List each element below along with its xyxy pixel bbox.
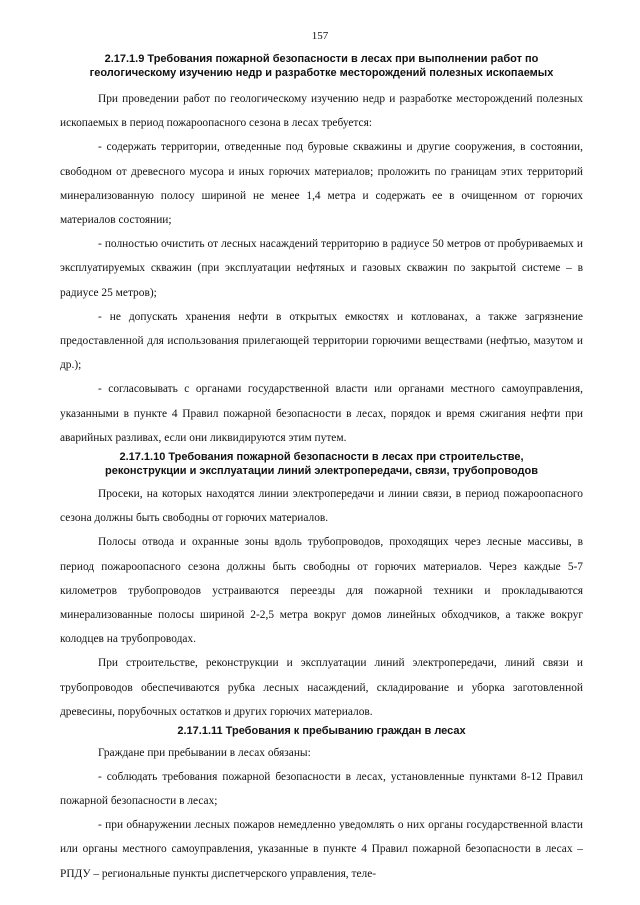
paragraph: - содержать территории, отведенные под буровые скважины и другие сооружения, в состоянии, свободном от древесного мусора и иных горючих материалов; проложить по границам этих территорий минерализованную полосу шириной не менее 1,4 метра и содержать ее в очищенном от горючих материалов состоянии; (60, 141, 583, 227)
page-content (60, 53, 583, 886)
paragraph: - не допускать хранения нефти в открытых емкостях и котлованах, а также загрязнение предоставленной для использования прилегающей территории горючими веществами (нефтью, мазутом и др.); (60, 310, 583, 372)
paragraph: Граждане при пребывании в лесах обязаны: (98, 746, 311, 759)
paragraph: Полосы отвода и охранные зоны вдоль трубопроводов, проходящих через лесные массивы, в период пожароопасного сезона должны быть свободны от горючих материалов. Через каждые 5-7 километров трубопроводов устраиваются переезды для пожарной техники и прокладываются минерализованные полосы шириной 2-2,5 метра вокруг домов линейных обходчиков, а также вокруг колодцев на трубопроводах. (60, 536, 583, 646)
section-heading-2-17-1-9: 2.17.1.9 Требования пожарной безопасности в лесах при выполнении работ по геологическому изучению недр и разработке месторождений полезных ископаемых (89, 53, 554, 79)
paragraph: При строительстве, реконструкции и эксплуатации линий электропередачи, линий связи и трубопроводов обеспечиваются рубка лесных насаждений, складирование и уборка заготовленной древесины, порубочных остатков и других горючих материалов. (60, 657, 583, 718)
paragraph: При проведении работ по геологическому изучению недр и разработке месторождений полезных ископаемых в период пожароопасного сезона в лесах требуется: (60, 93, 583, 130)
page-number: 157 (311, 30, 329, 42)
paragraph: - согласовывать с органами государственной власти или органами местного самоуправления, указанными в пункте 4 Правил пожарной безопасности в лесах, порядок и время сжигания нефти при аварийных разливах, если они ликвидируются этим путем. (60, 383, 583, 444)
section-heading-2-17-1-10: 2.17.1.10 Требования пожарной безопасности в лесах при строительстве, реконструкции и эксплуатации линий электропередачи, связи, трубопроводов (105, 451, 538, 477)
paragraph: - при обнаружении лесных пожаров немедленно уведомлять о них органы государственной власти или органы местного самоуправления, указанные в пункте 4 Правил пожарной безопасности в лесах – РПДУ – региональные пункты диспетчерского управления, теле- (60, 819, 583, 880)
section-heading-2-17-1-11: 2.17.1.11 Требования к пребыванию граждан в лесах (177, 725, 466, 738)
paragraph: Просеки, на которых находятся линии электропередачи и линии связи, в период пожароопасного сезона должны быть свободны от горючих материалов. (60, 488, 583, 525)
paragraph: - соблюдать требования пожарной безопасности в лесах, установленные пунктами 8-12 Правил пожарной безопасности в лесах; (60, 770, 583, 807)
paragraph: - полностью очистить от лесных насаждений территорию в радиусе 50 метров от пробуриваемых и эксплуатируемых скважин (при эксплуатации нефтяных и газовых скважин по закрытой системе – в радиусе 25 метров); (60, 238, 583, 299)
